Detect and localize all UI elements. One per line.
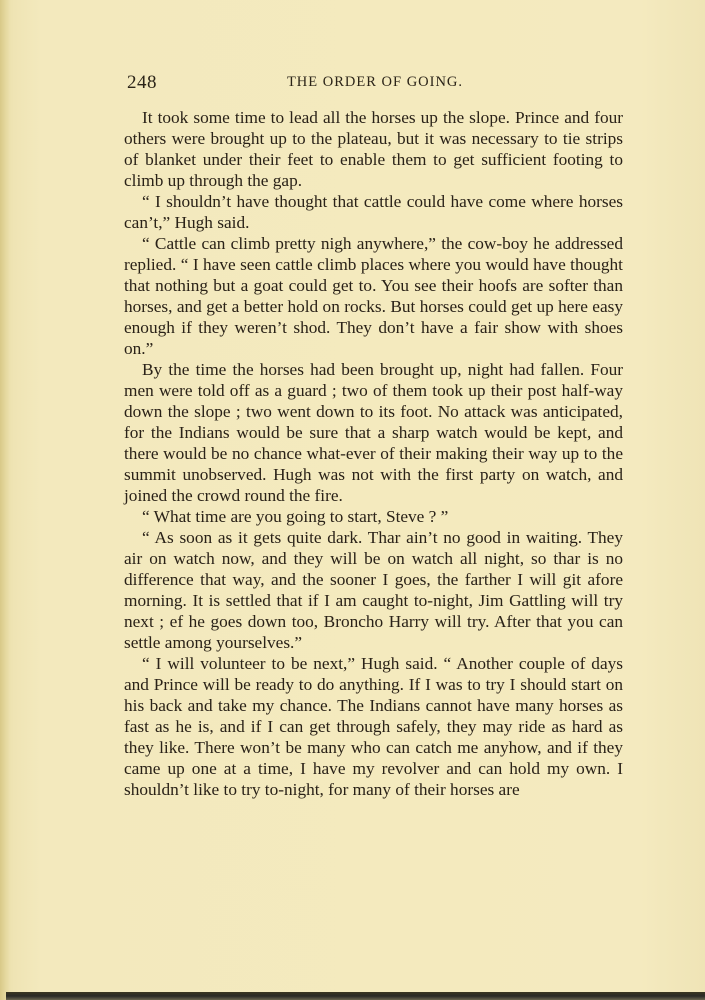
running-head: THE ORDER OF GOING. (286, 74, 464, 90)
paragraph: “ As soon as it gets quite dark. Thar ain’t no good in waiting. They air on watch now, and they will be on watch all night, so thar is no difference that way, and the sooner I goes, the farther I will git afore morning. It is settled that if I am caught to-night, Jim Gattling will try next ; ef he goes down too, Broncho Harry will try. After that you can settle among yourselves.” (124, 528, 623, 652)
paragraph: “ I shouldn’t have thought that cattle could have come where horses can’t,” Hugh said. (124, 192, 623, 232)
page-number: 248 (127, 72, 157, 93)
paragraph: “ Cattle can climb pretty nigh anywhere,” the cow-boy he addressed replied. “ I have seen cattle climb places where you would have thought that nothing but a goat could get to. You see their hoofs are softer than horses, and get a better hold on rocks. But horses could get up here easy enough if they weren’t shod. They don’t have a fair show with shoes on.” (124, 234, 623, 358)
page-header (127, 72, 623, 94)
body-text (124, 107, 623, 800)
page-spine-shadow (0, 0, 10, 1000)
bottom-page-edge (6, 992, 705, 1000)
paragraph: It took some time to lead all the horses up the slope. Prince and four others were brought up to the plateau, but it was necessary to tie strips of blanket under their feet to enable them to get sufficient footing to climb up through the gap. (124, 108, 623, 190)
paragraph: “ I will volunteer to be next,” Hugh said. “ Another couple of days and Prince will be ready to do anything. If I was to try I should start on his back and take my chance. The Indians cannot have many horses as fast as he is, and if I can get through safely, they may ride as hard as they like. There won’t be many who can catch me anyhow, and if they came up one at a time, I have my revolver and can hold my own. I shouldn’t like to try to-night, for many of their horses are (124, 654, 623, 799)
paragraph: By the time the horses had been brought up, night had fallen. Four men were told off as a guard ; two of them took up their post half-way down the slope ; two went down to its foot. No attack was anticipated, for the Indians would be sure that a sharp watch would be kept, and there would be no chance what-ever of their making their way up to the summit unobserved. Hugh was not with the first party on watch, and joined the crowd round the fire. (124, 360, 623, 505)
paragraph: “ What time are you going to start, Steve ? ” (142, 507, 449, 526)
